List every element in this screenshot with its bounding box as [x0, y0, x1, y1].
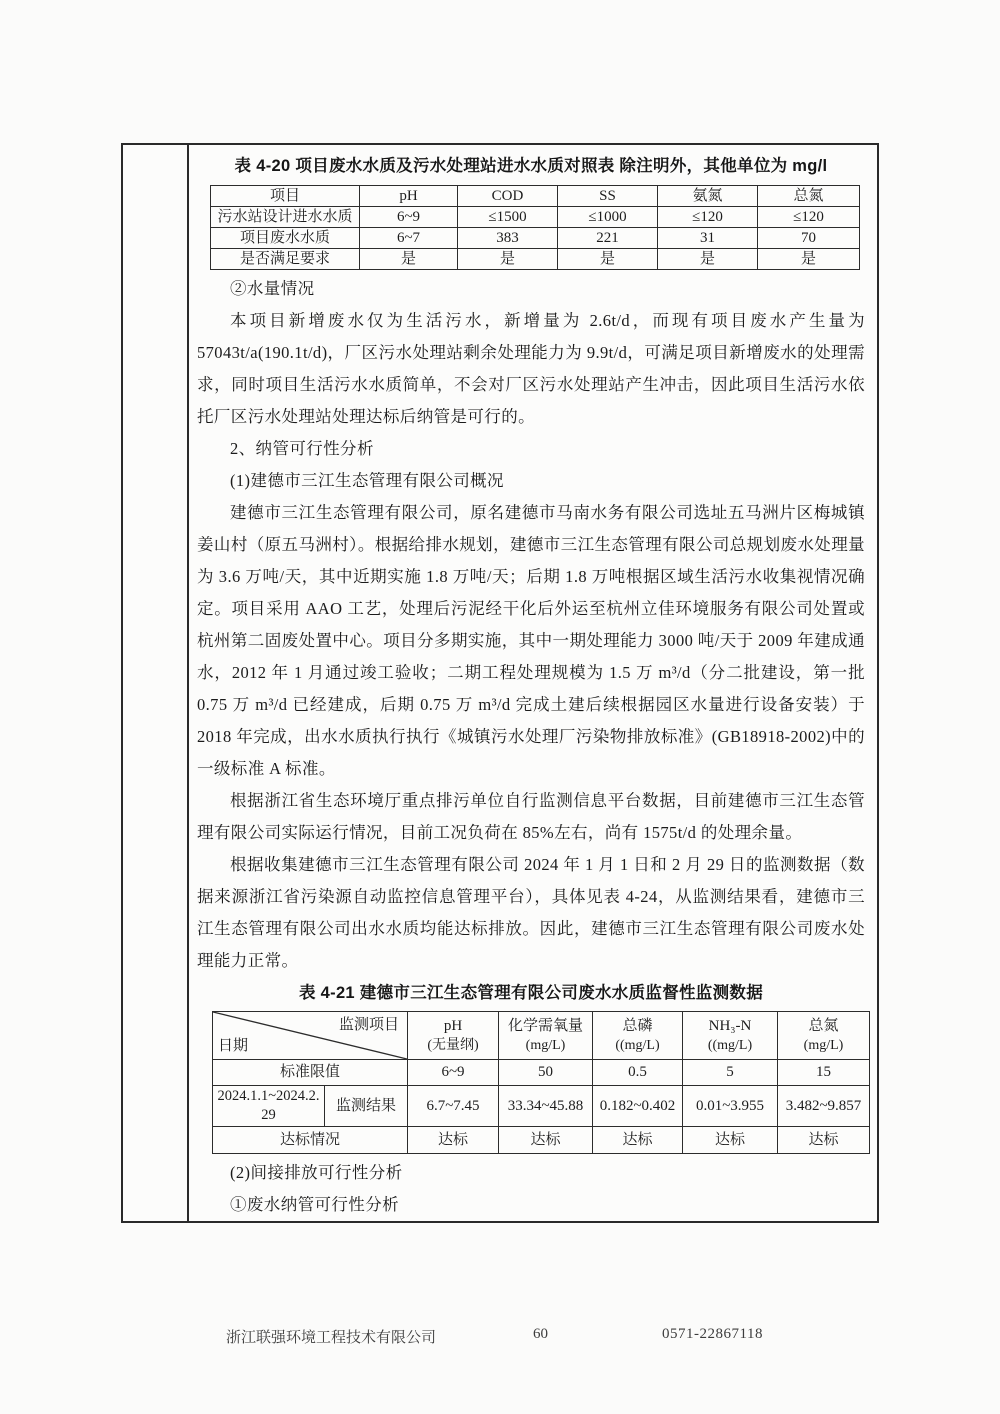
column-header: 项目	[211, 186, 360, 207]
row-label: 污水站设计进水水质	[211, 207, 360, 228]
footer-phone-number: 0571-22867118	[662, 1326, 763, 1342]
cell-value: ≤120	[758, 207, 860, 228]
column-header: 氨氮	[658, 186, 758, 207]
cell-value: 0.182~0.402	[593, 1086, 683, 1127]
paragraph-water-quantity: 本项目新增废水仅为生活污水，新增量为 2.6t/d，而现有项目废水产生量为 57043t/a(190.1t/d)，厂区污水处理站剩余处理能力为 9.9t/d，可满足项目新增废水的处理需求，同时项目生活污水水质简单，不会对厂区污水处理站产生冲击，因此项目生活污水依托厂区污水处理站处理达标后纳管是可行的。	[197, 311, 865, 426]
row-label: 项目废水水质	[211, 228, 360, 249]
corner-label-monitoring-item: 监测项目	[338, 1017, 399, 1033]
header-line1: 总磷	[622, 1017, 653, 1034]
cell-value: 221	[558, 228, 658, 249]
column-header-ph	[408, 1012, 499, 1060]
page-footer	[0, 1326, 1000, 1350]
cell-value: 0.01~3.955	[683, 1086, 778, 1127]
header-line2: (mg/L)	[803, 1037, 844, 1053]
heading-pipe-feasibility: 2、纳管可行性分析	[230, 439, 374, 458]
cell-value: 33.34~45.88	[499, 1086, 593, 1127]
table-4-21	[212, 1011, 870, 1154]
column-header: pH	[360, 186, 458, 207]
cell-value: 达标	[499, 1127, 593, 1154]
header-line1: 总氮	[808, 1017, 839, 1034]
cell-value: 是	[558, 249, 658, 270]
table-4-20-title: 表 4-20 项目废水水质及污水处理站进水水质对照表 除注明外，其他单位为 mg/l	[234, 157, 828, 175]
row-label: 是否满足要求	[211, 249, 360, 270]
monitoring-result-row	[213, 1086, 870, 1127]
footer-page-number: 60	[533, 1326, 548, 1342]
header-line1: NH₃-N	[708, 1017, 752, 1034]
paragraph-company-overview: 建德市三江生态管理有限公司，原名建德市马南水务有限公司选址五马洲片区梅城镇姜山村（原五马洲村）。根据给排水规划，建德市三江生态管理有限公司总规划废水处理量为 3.6 万吨/天，其中近期实施 1.8 万吨/天；后期 1.8 万吨根据区域生活污水收集视情况确定。项目采用 AAO 工艺，处理后污泥经干化后外运至杭州立佳环境服务有限公司处置或杭州第二固废处置中心。项目分多期实施，其中一期处理能力 3000 吨/天于 2009 年建成通水，2012 年 1 月通过竣工验收；二期工程处理规模为 1.5 万 m³/d（分二批建设，第一批 0.75 万 m³/d 已经建成，后期 0.75 万 m³/d 完成土建后续根据园区水量进行设备安装）于 2018 年完成，出水水质执行执行《城镇污水处理厂污染物排放标准》(GB18918-2002)中的一级标准 A 标准。	[197, 503, 865, 778]
cell-value: ≤1500	[458, 207, 558, 228]
standard-limit-row	[213, 1060, 870, 1086]
header-line1: 化学需氧量	[507, 1017, 583, 1034]
paragraph-platform-data: 根据浙江省生态环境厅重点排污单位自行监测信息平台数据，目前建德市三江生态管理有限公司实际运行情况，目前工况负荷在 85%左右，尚有 1575t/d 的处理余量。	[197, 791, 865, 842]
row-label: 监测结果	[325, 1086, 408, 1127]
cell-value: 0.5	[593, 1060, 683, 1086]
header-line2: ((mg/L)	[707, 1037, 753, 1053]
column-header-nh3n	[683, 1012, 778, 1060]
row-label: 标准限值	[213, 1060, 408, 1086]
table-4-21-title: 表 4-21 建德市三江生态管理有限公司废水水质监督性监测数据	[299, 984, 763, 1002]
cell-value: 31	[658, 228, 758, 249]
cell-value: 是	[360, 249, 458, 270]
heading-company-overview: (1)建德市三江生态管理有限公司概况	[230, 471, 504, 490]
document-content-frame	[121, 143, 879, 1223]
cell-value: 达标	[408, 1127, 499, 1154]
row-label: 达标情况	[213, 1127, 408, 1154]
date-range-cell: 2024.1.1~2024.2.29	[213, 1086, 325, 1127]
cell-value: 50	[499, 1060, 593, 1086]
table-4-20-header-row	[211, 186, 860, 207]
header-line2: (mg/L)	[525, 1037, 566, 1053]
table-row	[211, 249, 860, 270]
column-header: COD	[458, 186, 558, 207]
header-line1: pH	[443, 1017, 463, 1034]
header-line2: ((mg/L)	[615, 1037, 660, 1053]
table-4-20	[210, 185, 860, 270]
column-header-tp	[593, 1012, 683, 1060]
sub-heading-water-quantity: ②水量情况	[230, 279, 315, 298]
cell-value: 6~7	[360, 228, 458, 249]
cell-value: 6~9	[360, 207, 458, 228]
table-row	[211, 228, 860, 249]
cell-value: 6~9	[408, 1060, 499, 1086]
corner-label-date: 日期	[218, 1038, 249, 1054]
table-4-21-header-row	[213, 1012, 870, 1060]
cell-value: ≤1000	[558, 207, 658, 228]
cell-value: 5	[683, 1060, 778, 1086]
cell-value: 达标	[683, 1127, 778, 1154]
footer-company-name: 浙江联强环境工程技术有限公司	[226, 1330, 437, 1346]
cell-value: 6.7~7.45	[408, 1086, 499, 1127]
column-header-tn	[778, 1012, 870, 1060]
cell-value: 达标	[593, 1127, 683, 1154]
cell-value: 3.482~9.857	[778, 1086, 870, 1127]
column-header: 总氮	[758, 186, 860, 207]
sub-heading-pipe-analysis: ①废水纳管可行性分析	[230, 1195, 399, 1214]
column-header-cod	[499, 1012, 593, 1060]
cell-value: ≤120	[658, 207, 758, 228]
cell-value: 是	[458, 249, 558, 270]
column-header: SS	[558, 186, 658, 207]
sub-heading-indirect-discharge: (2)间接排放可行性分析	[230, 1163, 403, 1182]
cell-value: 是	[658, 249, 758, 270]
table-row	[211, 207, 860, 228]
compliance-row	[213, 1127, 870, 1154]
document-content	[189, 145, 877, 1221]
cell-value: 是	[758, 249, 860, 270]
cell-value: 383	[458, 228, 558, 249]
header-line2: (无量纲)	[427, 1037, 479, 1053]
cell-value: 达标	[778, 1127, 870, 1154]
cell-value: 15	[778, 1060, 870, 1086]
diagonal-corner-cell	[213, 1012, 408, 1060]
cell-value: 70	[758, 228, 860, 249]
paragraph-monitoring-data: 根据收集建德市三江生态管理有限公司 2024 年 1 月 1 日和 2 月 29 日的监测数据（数据来源浙江省污染源自动监控信息管理平台），具体见表 4-24，从监测结果看，建德市三江生态管理有限公司出水水质均能达标排放。因此，建德市三江生态管理有限公司废水处理能力正常。	[197, 855, 865, 970]
